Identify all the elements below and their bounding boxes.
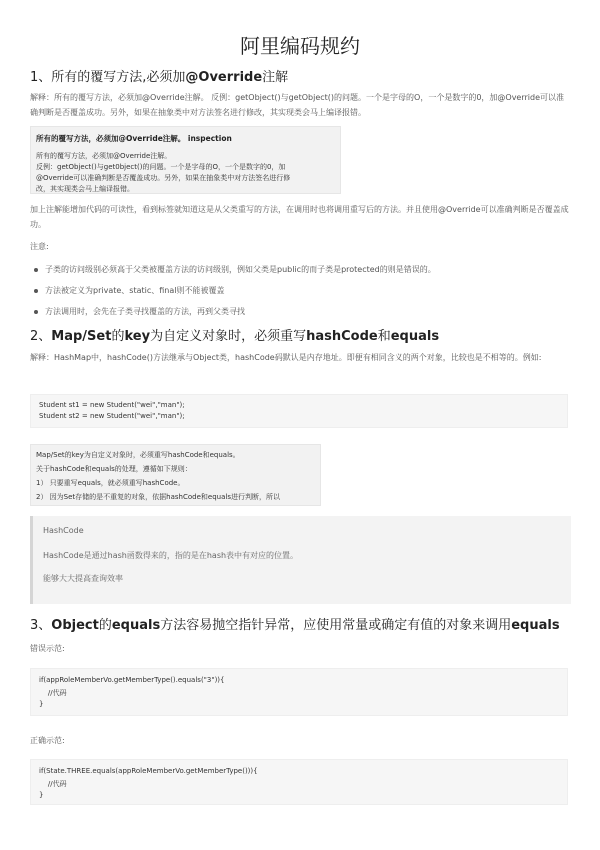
heading-part: equals	[390, 329, 440, 344]
correct-example-label: 正确示范:	[30, 736, 65, 745]
code-line: //代码	[39, 780, 67, 788]
heading-part: 2、	[30, 329, 52, 344]
screenshot-line: 所有的覆写方法，必须加@Override注解。 inspection	[36, 134, 232, 143]
section-2-heading	[30, 325, 439, 344]
code-line: Student st2 = new Student("wei","man");	[39, 412, 185, 420]
section-2-rule-screenshot	[30, 444, 321, 506]
hashcode-quote	[30, 516, 571, 604]
code-line: if(State.THREE.equals(appRoleMemberVo.getMemberType())){	[39, 767, 258, 775]
page-title: 阿里编码规约	[240, 34, 360, 58]
screenshot-line: 所有的覆写方法，必须加@Override注解。	[36, 152, 172, 160]
wrong-example-label: 错误示范:	[30, 644, 65, 653]
screenshot-line: 关于hashCode和equals的处理，遵循如下规则：	[36, 465, 192, 473]
heading-part: 的	[111, 329, 125, 344]
code-line: if(appRoleMemberVo.getMemberType().equals("3")){	[39, 676, 225, 684]
section-1-heading-suffix: 注解	[262, 70, 289, 85]
heading-part: Object	[51, 618, 99, 633]
heading-part: hashCode	[306, 329, 378, 344]
heading-part: 的	[98, 618, 112, 633]
section-1-heading	[30, 66, 288, 85]
heading-part: equals	[511, 618, 560, 633]
section-2-explanation: 解释：HashMap中，hashCode()方法继承与Object类，hashCode码默认是内存地址。即便有相同含义的两个对象，比较也是不相等的。例如:	[30, 353, 542, 362]
code-block-correct	[30, 759, 568, 805]
section-1-paragraph: 加上注解能增加代码的可读性，看到标签就知道这是从父类重写的方法，在调用时也将调用重写后的方法。并且使用@Override可以准确判断是否覆盖成功。	[30, 205, 569, 229]
code-line: }	[39, 791, 44, 799]
quote-line: 能够大大提高查询效率	[43, 574, 123, 583]
screenshot-line: Map/Set的key为自定义对象时，必须重写hashCode和equals。	[36, 451, 240, 459]
screenshot-line: 2） 因为Set存储的是不重复的对象，依据hashCode和equals进行判断，所以	[36, 493, 280, 501]
screenshot-line: @Override可以准确判断是否覆盖成功。另外，如果在抽象类中对方法签名进行修	[36, 174, 291, 182]
note-list	[30, 259, 570, 322]
note-label: 注意:	[30, 242, 49, 251]
quote-title: HashCode	[43, 526, 84, 535]
code-block-wrong	[30, 668, 568, 716]
heading-part: 3、	[30, 618, 52, 633]
screenshot-line: 反例：getObject()与get0bject()的问题。一个是字母的O，一个是数字的0，加	[36, 163, 286, 171]
code-line: //代码	[39, 689, 67, 697]
heading-part: 为自定义对象时，必须重写	[150, 329, 307, 344]
code-line: Student st1 = new Student("wei","man");	[39, 401, 185, 409]
section-1-heading-bold: @Override	[185, 70, 263, 85]
list-item: 方法调用时，会先在子类寻找覆盖的方法，再到父类寻找	[30, 301, 570, 322]
section-3-heading	[30, 614, 560, 633]
screenshot-line: 改，其实现类会马上编译报错。	[36, 185, 134, 193]
quote-line: HashCode是通过hash函数得来的，指的是在hash表中有对应的位置。	[43, 551, 299, 560]
screenshot-line: 1） 只要重写equals，就必须重写hashCode。	[36, 479, 185, 487]
section-1-inspection-screenshot	[30, 126, 341, 194]
heading-part: 方法容易抛空指针异常，应使用常量或确定有值的对象来调用	[160, 618, 512, 633]
list-item: 方法被定义为private、static、final则不能被覆盖	[30, 280, 570, 301]
code-block-students	[30, 394, 568, 428]
section-1-explanation: 解释：所有的覆写方法，必须加@Override注解。 反例：getObject()与getObject()的问题。一个是字母的O，一个是数字的0，加@Override可以准确判断是否覆盖成功。另外，如果在抽象类中对方法签名进行修改，其实现类会马上编译报错。	[30, 93, 565, 117]
heading-part: key	[124, 329, 151, 344]
heading-part: 和	[377, 329, 391, 344]
section-1-heading-prefix: 1、所有的覆写方法,必须加	[30, 70, 186, 85]
code-line: }	[39, 700, 44, 708]
list-item: 子类的访问级别必须高于父类被覆盖方法的访问级别，例如父类是public的而子类是protected的则是错误的。	[30, 259, 570, 280]
heading-part: Map/Set	[51, 329, 112, 344]
heading-part: equals	[111, 618, 161, 633]
